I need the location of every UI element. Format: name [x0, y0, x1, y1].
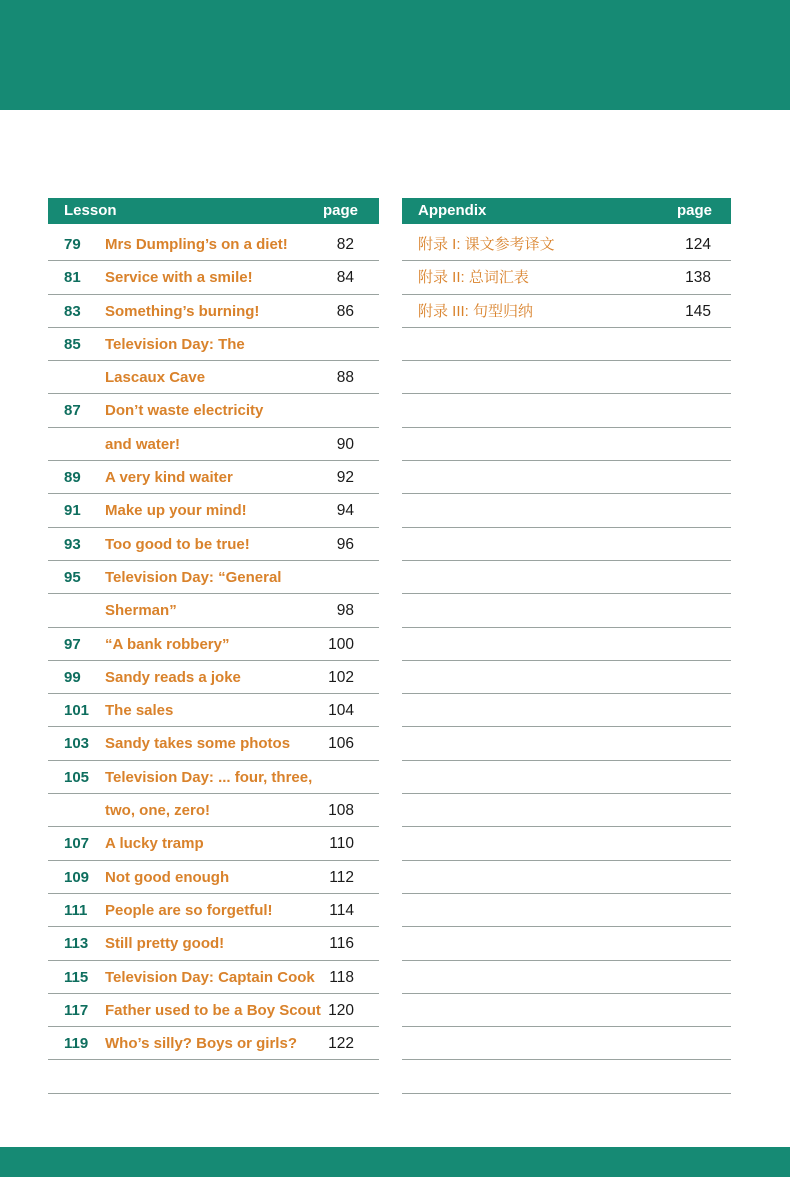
table-row — [48, 927, 379, 960]
lesson-number: 103 — [64, 735, 90, 753]
page-number: 100 — [328, 635, 354, 653]
page-number: 124 — [685, 236, 711, 253]
page-number: 88 — [336, 369, 354, 387]
table-row — [48, 961, 379, 994]
lesson-title: Still pretty good! — [105, 935, 225, 953]
table-row — [402, 628, 731, 661]
lesson-title: Not good enough — [105, 868, 230, 886]
lesson-title: and water! — [105, 435, 181, 453]
lesson-title: Service with a smile! — [105, 269, 253, 287]
table-row — [402, 961, 731, 994]
table-row — [48, 827, 379, 860]
page-number: 98 — [336, 602, 354, 620]
table-row — [48, 561, 379, 594]
table-row — [48, 328, 379, 361]
table-row — [48, 528, 379, 561]
appendix-title: 附录 II: 总词汇表 — [418, 269, 529, 287]
table-row — [402, 228, 731, 261]
top-color-band — [0, 0, 790, 110]
lesson-number: 117 — [64, 1001, 89, 1019]
page-number: 120 — [328, 1001, 354, 1019]
table-row — [48, 228, 379, 261]
page-number: 122 — [328, 1035, 354, 1053]
lesson-number: 89 — [64, 469, 81, 487]
table-row — [402, 561, 731, 594]
table-row — [48, 361, 379, 394]
table-row — [48, 661, 379, 694]
table-row — [402, 827, 731, 860]
lesson-title: People are so forgetful! — [105, 901, 273, 919]
lesson-title: Father used to be a Boy Scout — [105, 1001, 321, 1019]
lesson-number: 91 — [64, 502, 81, 520]
table-row — [48, 861, 379, 894]
appendix-title: 附录 I: 课文参考译文 — [418, 236, 555, 253]
table-row — [402, 794, 731, 827]
lesson-title: two, one, zero! — [105, 802, 210, 820]
lesson-title: Sandy takes some photos — [105, 735, 291, 753]
table-row — [402, 461, 731, 494]
lesson-number: 105 — [64, 768, 90, 786]
table-row — [402, 328, 731, 361]
page-number: 86 — [336, 302, 354, 320]
page-column-label: page — [322, 202, 358, 219]
lesson-number: 107 — [64, 835, 90, 853]
lesson-title: Mrs Dumpling’s on a diet! — [105, 236, 288, 253]
lesson-title: Too good to be true! — [105, 535, 250, 553]
table-row — [48, 694, 379, 727]
table-row — [48, 261, 379, 294]
table-row — [402, 295, 731, 328]
lesson-title: Television Day: The — [105, 335, 245, 353]
lesson-table — [48, 198, 379, 1094]
lesson-title: A lucky tramp — [105, 835, 204, 853]
lesson-number: 93 — [64, 535, 81, 553]
lesson-number: 97 — [64, 635, 81, 653]
table-row — [48, 394, 379, 427]
table-row — [402, 661, 731, 694]
lesson-number: 111 — [64, 901, 88, 919]
lesson-number: 81 — [64, 269, 81, 287]
page-number: 108 — [328, 802, 354, 820]
page-number: 138 — [685, 269, 711, 287]
lesson-title: Television Day: ... four, three, — [105, 768, 313, 786]
table-row — [48, 1027, 379, 1060]
table-row — [402, 894, 731, 927]
table-row — [402, 428, 731, 461]
table-row — [402, 1027, 731, 1060]
appendix-rows — [402, 224, 731, 1094]
page-number: 118 — [329, 968, 354, 986]
table-row — [48, 295, 379, 328]
lesson-title: Make up your mind! — [105, 502, 247, 520]
lesson-number: 83 — [64, 302, 81, 320]
page-number: 94 — [336, 502, 354, 520]
table-row — [402, 727, 731, 760]
lesson-number: 101 — [64, 702, 90, 720]
table-row — [402, 394, 731, 427]
lesson-number: 119 — [64, 1035, 89, 1053]
appendix-title: 附录 III: 句型归纳 — [418, 302, 534, 320]
table-row — [402, 528, 731, 561]
table-row — [48, 794, 379, 827]
table-row — [402, 494, 731, 527]
lesson-title: The sales — [105, 702, 174, 720]
page-number: 104 — [328, 702, 354, 720]
lesson-title: A very kind waiter — [105, 469, 233, 487]
table-row — [48, 727, 379, 760]
lesson-title: Television Day: Captain Cook — [105, 968, 315, 986]
table-row — [48, 494, 379, 527]
lesson-column-label: Lesson — [64, 202, 117, 219]
page-number: 102 — [328, 668, 354, 686]
lesson-title: Sandy reads a joke — [105, 668, 241, 686]
page-number: 90 — [336, 435, 354, 453]
table-row — [402, 261, 731, 294]
table-row — [402, 594, 731, 627]
page-number: 106 — [328, 735, 354, 753]
lesson-title: Sherman” — [105, 602, 177, 620]
lesson-title: “A bank robbery” — [105, 635, 230, 653]
page-number: 82 — [336, 236, 354, 253]
page-number: 145 — [685, 302, 711, 320]
lesson-number: 113 — [64, 935, 89, 953]
table-row — [402, 861, 731, 894]
lesson-number: 79 — [64, 236, 81, 253]
lesson-number: 115 — [64, 968, 89, 986]
lesson-number: 87 — [64, 402, 81, 420]
page-number: 110 — [329, 835, 354, 853]
lesson-table-header — [48, 198, 379, 224]
page-number: 92 — [336, 469, 354, 487]
table-row — [402, 694, 731, 727]
appendix-table-header — [402, 198, 731, 224]
table-row — [48, 461, 379, 494]
table-row — [48, 628, 379, 661]
lesson-title: Who’s silly? Boys or girls? — [105, 1035, 297, 1053]
appendix-column-label: Appendix — [418, 202, 487, 219]
table-row — [402, 927, 731, 960]
page-number: 114 — [329, 901, 354, 919]
page-number: 96 — [336, 535, 354, 553]
page-number: 84 — [336, 269, 354, 287]
table-row — [48, 761, 379, 794]
table-row — [402, 361, 731, 394]
page-column-label: page — [676, 202, 712, 219]
table-row — [48, 1060, 379, 1093]
lesson-title: Television Day: “General — [105, 568, 282, 586]
table-row — [402, 1060, 731, 1093]
lesson-number: 85 — [64, 335, 81, 353]
bottom-color-band — [0, 1147, 790, 1177]
page-number: 116 — [329, 935, 354, 953]
table-row — [402, 994, 731, 1027]
table-row — [402, 761, 731, 794]
lesson-number: 109 — [64, 868, 90, 886]
lesson-number: 99 — [64, 668, 81, 686]
lesson-title: Something’s burning! — [105, 302, 260, 320]
lesson-title: Don’t waste electricity — [105, 402, 264, 420]
table-row — [48, 594, 379, 627]
table-row — [48, 894, 379, 927]
lesson-number: 95 — [64, 568, 81, 586]
appendix-table — [402, 198, 731, 1094]
page-number: 112 — [329, 868, 354, 886]
table-row — [48, 428, 379, 461]
table-row — [48, 994, 379, 1027]
lesson-rows — [48, 224, 379, 1094]
lesson-title: Lascaux Cave — [105, 369, 206, 387]
